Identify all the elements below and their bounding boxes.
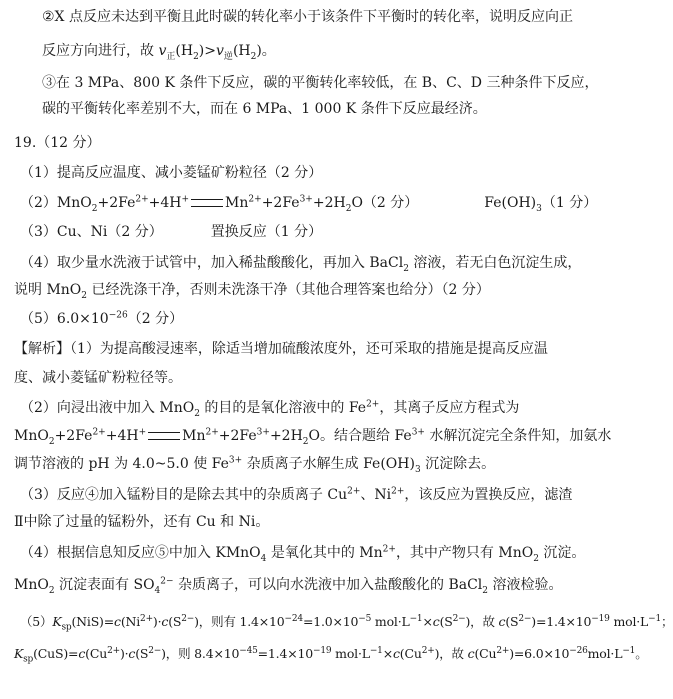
equals-sign: [148, 432, 180, 440]
question-number: 19.（12 分）: [14, 135, 101, 151]
text-line: $K_{sp}(CuS)=c(Cu^{2+})\cdot c(S^{2-})$，则 $8.4\times 10^{-45}=1.4\times 10^{-19}$ $mol\cdot L^{-1}\times c(Cu^{2+})$，故 $c(Cu^{2+})=6.0\times 10^{-26}mol\cdot L^{-1}$。: [14, 645, 648, 665]
text-line: MnO$_2$ 沉淀表面有 $SO_4^{2-}$ 杂质离子，可以向水洗液中加入盐酸酸化的 BaCl$_2$ 溶液检验。: [14, 576, 563, 596]
text-line: $(5)K_{sp}(NiS)=c(Ni^{2+})\cdot c(S^{2-})$，则有 $1.4\times 10^{-24}=1.0\times 10^{-5}$ $mol\cdot L^{-1}\times c(S^{2-})$，故 $c(S^{2-})=1.4\times 10^{-19}$ $mol\cdot L^{-1}$；: [20, 613, 673, 633]
text-line: ③在 3 MPa、800 K 条件下反应，碳的平衡转化率较低，在 B、C、D 三种条件下反应，: [42, 75, 599, 91]
text-line: 碳的平衡转化率差别不大，而在 6 MPa、1 000 K 条件下反应最经济。: [42, 101, 487, 117]
answer-5: $(5)6.0\times 10^{-26}(2$ 分）: [20, 310, 184, 327]
text-line: （4）根据信息知反应⑤中加入 KMnO$_4$ 是氧化其中的 $Mn^{2+}$，其中产物只有 MnO$_2$ 沉淀。: [20, 544, 586, 564]
analysis-heading: 【解析】（1）为提高酸浸速率，除适当增加硫酸浓度外，还可采取的措施是提高反应温: [14, 341, 548, 357]
answer-3: （3）Cu、Ni（2 分） 置换反应（1 分）: [20, 224, 323, 240]
text-line: 度、减小菱锰矿粉粒径等。: [14, 370, 182, 386]
text-line: $MnO_2+2Fe^{2+}+4H^+$ $Mn^{2+}+2Fe^{3+}+2H_2O$。结合题给 $Fe^{3+}$ 水解沉淀完全条件知，加氨水: [14, 427, 612, 447]
equals-sign: [191, 199, 223, 207]
text-line: （2）向浸出液中加入 MnO$_2$ 的目的是氧化溶液中的 $Fe^{2+}$，其离子反应方程式为: [20, 399, 520, 419]
text-line: 说明 MnO$_2$ 已经洗涤干净，否则未洗涤干净（其他合理答案也给分）（2 分）: [14, 282, 490, 301]
text-line: （3）反应④加入锰粉目的是除去其中的杂质离子 $Cu^{2+}$、$Ni^{2+}$，该反应为置换反应，滤渣: [20, 486, 573, 503]
text-line: 调节溶液的 pH 为 4.0~5.0 使 $Fe^{3+}$ 杂质离子水解生成 $Fe(OH)_3$ 沉淀除去。: [14, 455, 496, 475]
text-line: Ⅱ中除了过量的锰粉外，还有 Cu 和 Ni。: [14, 514, 270, 530]
answer-4: （4）取少量水洗液于试管中，加入稀盐酸酸化，再加入 BaCl$_2$ 溶液，若无白色沉淀生成，: [20, 255, 582, 274]
text-line: 反应方向进行，故 $v_正(H_2)>v_逆(H_2)$。: [42, 43, 276, 62]
answer-2: $(2)MnO_2+2Fe^{2+}+4H^+$ $Mn^{2+}+2Fe^{3+}+2H_2O(2$ 分） $Fe(OH)_3(1$ 分）: [20, 194, 598, 214]
text-line: ②X 点反应未达到平衡且此时碳的转化率小于该条件下平衡时的转化率，说明反应向正: [42, 9, 573, 25]
answer-1: （1）提高反应温度、减小菱锰矿粉粒径（2 分）: [20, 165, 323, 181]
